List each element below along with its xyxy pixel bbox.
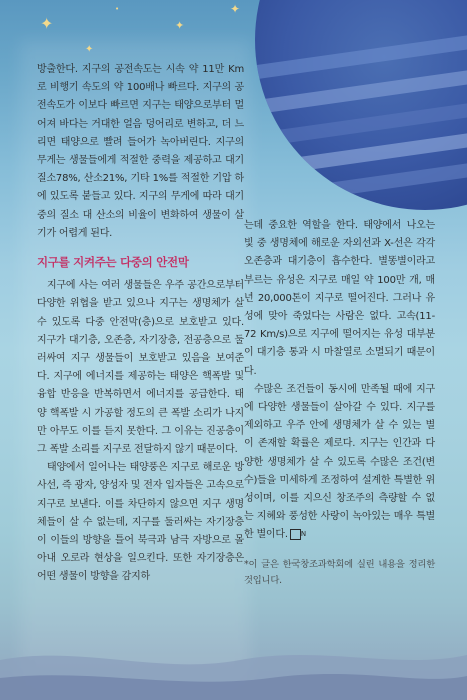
paragraph: 는데 중요한 역할을 한다. 태양에서 나오는 빛 중 생명체에 해로운 자외선과 X-선은 각각 오존층과 대기층이 흡수한다. 별똥별이라고 부르는 유성은 지구로 매일 약 100만 개, 매년 20,000톤이 지구로 떨어진다. 그러나 유성에 맞아 죽었다는 사람은 없다. 고속(11-72 Km/s)으로 지구에 떨어지는 유성 대부분이 대기층 통과 시 마찰열로 소멸되기 때문이다. (244, 220, 435, 377)
hills-illustration (0, 620, 467, 700)
paragraph: 지구에 사는 여러 생물들은 우주 공간으로부터 다양한 위협을 받고 있으나 지구는 생명체가 살 수 있도록 다중 안전막(층)으로 보호받고 있다. 지구가 대기층, 오존층, 자기장층, 전공층으로 둘러싸여 지구 생물들이 보호받고 있음을 보여준다. 지구에 에너지를 제공하는 태양은 핵폭발 및 융합 반응을 반복하면서 에너지를 공급한다. 태양 핵폭발 시 가공할 정도의 큰 폭발 소리가 나지만 아무도 이를 듣지 못한다. 그 이유는 진공층이 그 폭발 소리를 지구로 전달하지 않기 때문이다. (37, 280, 244, 456)
left-column (37, 61, 244, 587)
paragraph (244, 381, 435, 545)
paragraph: 태양에서 일어나는 태양풍은 지구로 해로운 방사선, 즉 광자, 양성자 및 전자 입자들은 고속으로 지구로 보낸다. 이를 차단하지 않으면 지구 생명체들이 살 수 없는데, 지구를 둘러싸는 자기장층이 이들의 방향을 틀어 북극과 남극 자방으로 몰아내 오로라 현상을 일으킨다. 또한 자기장층은 어떤 생물이 방향을 감지하 (37, 462, 244, 583)
footnote: *이 글은 한국창조과학회에 실린 내용을 정리한 것입니다. (244, 558, 435, 586)
paragraph: 방출한다. 지구의 공전속도는 시속 약 11만 Km로 비행기 속도의 약 100배나 빠르다. 지구의 공전속도가 이보다 빠르면 지구는 태양으로부터 멀어져 바다는 거대한 얼음 덩어리로 변하고, 더 느리면 태양으로 빨려 들어가 녹아버린다. 지구의 무게는 생물들에게 적절한 중력을 제공하고 대기 질소78%, 산소21%, 기타 1%를 적절한 기압 하에 있도록 붙들고 있다. 지구의 무게에 따라 대기 중의 질소 대 산소의 비율이 변화하여 생물이 살기가 어렵게 된다. (37, 64, 244, 239)
star-icon: ✦ (175, 19, 185, 32)
right-column (244, 217, 435, 589)
star-icon: ✦ (230, 2, 241, 16)
star-icon: • (115, 5, 120, 13)
paragraph-text: 수많은 조건들이 동시에 만족될 때에 지구에 다양한 생물들이 살아갈 수 있다. 지구를 제외하고 우주 안에 생명체가 살 수 있는 별이 존재할 확률은 제로다. 지구는 인간과 다양한 생명체가 살 수 있도록 수많은 조건(변수)들을 미세하게 조정하여 설계한 특별한 위성이며, 이를 지으신 창조주의 측량할 수 없는 지혜와 풍성한 사랑이 녹아있는 매우 특별한 별이다. (244, 383, 435, 541)
section-heading: 지구를 지켜주는 다중의 안전막 (37, 255, 189, 270)
end-mark-icon: N (290, 529, 301, 540)
star-icon: ✦ (40, 14, 54, 33)
star-icon: ✦ (85, 44, 94, 55)
